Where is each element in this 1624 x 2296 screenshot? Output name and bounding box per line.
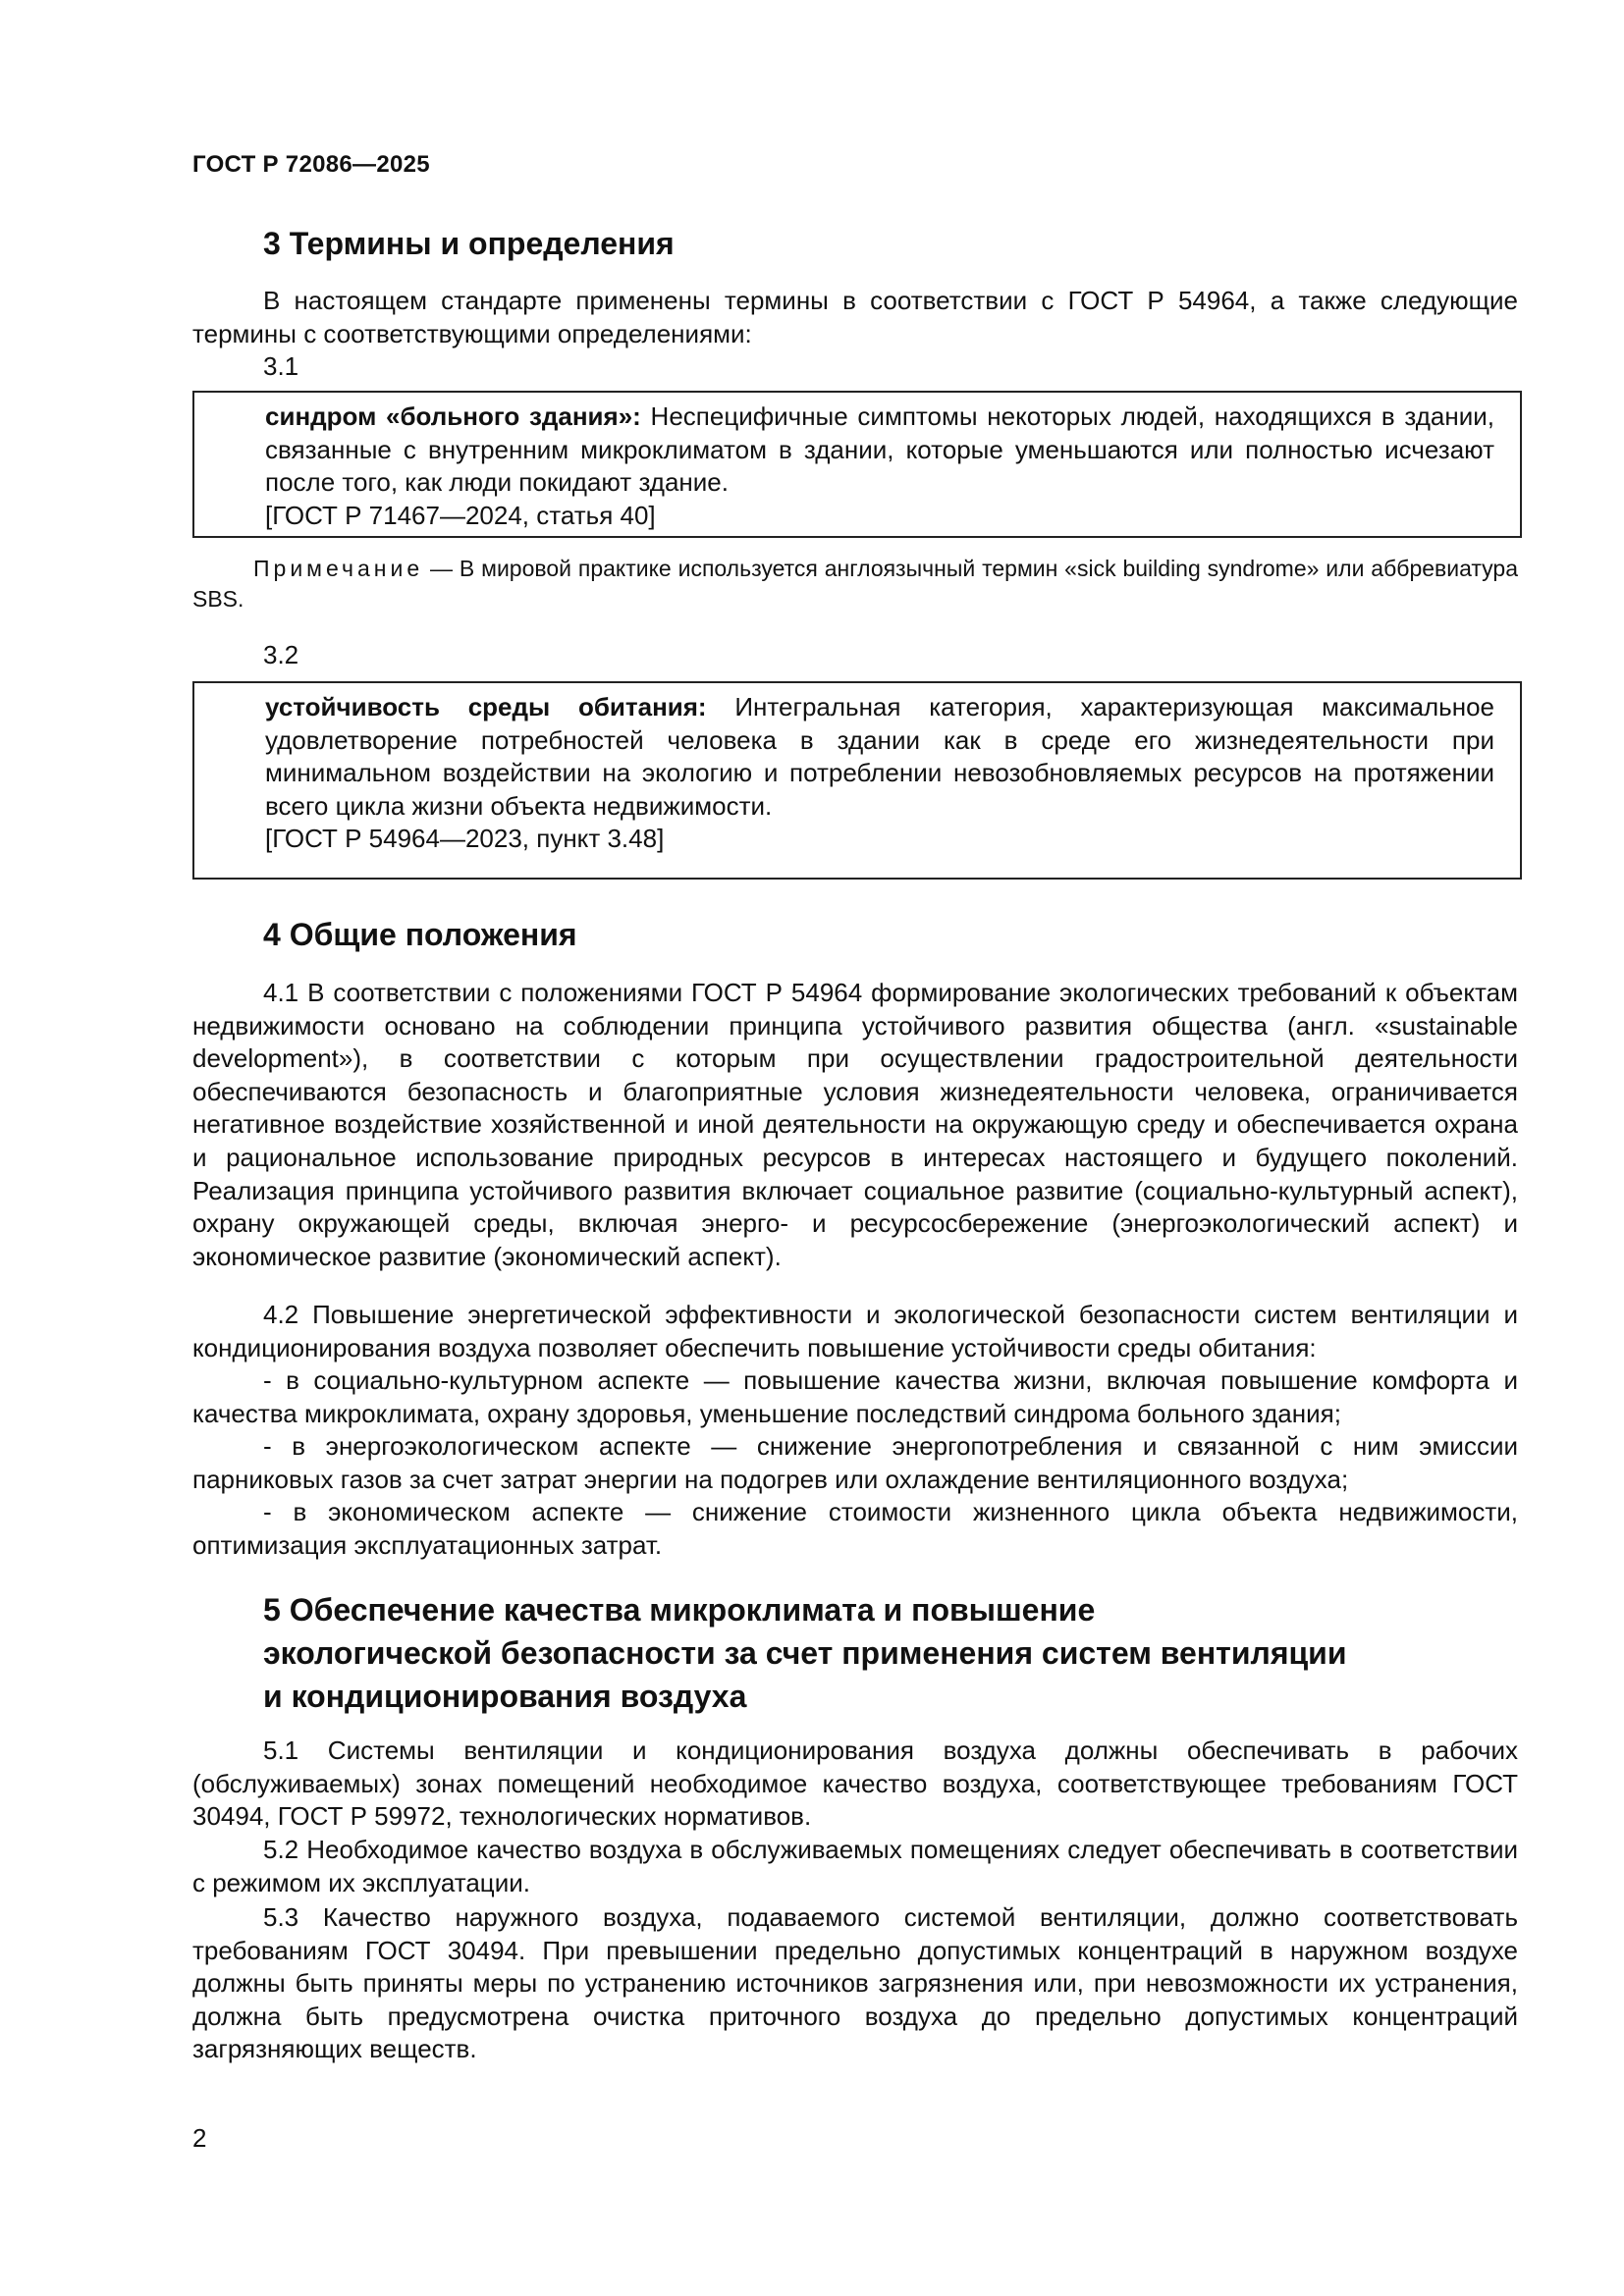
term-3-1-source: [ГОСТ Р 71467—2024, статья 40] xyxy=(265,500,656,530)
term-3-1-box xyxy=(192,391,1522,538)
paragraph-5-3: 5.3 Качество наружного воздуха, подаваемого системой вентиляции, должно соответствовать требованиям ГОСТ 30494. При превышении предельно допустимых концентраций в наружном воздухе должны быть приняты меры по устранению источников загрязнения или, при невозможности их устранения, должна быть предусмотрена очистка приточного воздуха до предельно допустимых концентраций загрязняющих веществ. xyxy=(192,1902,1518,2064)
paragraph-5-2: 5.2 Необходимое качество воздуха в обслуживаемых помещениях следует обеспечивать в соответствии с режимом их эксплуатации. xyxy=(192,1835,1518,1897)
bullet-social: - в социально-культурном аспекте — повышение качества жизни, включая повышение комфорта и качества микроклимата, охрану здоровья, уменьшение последствий синдрома больного здания; xyxy=(192,1365,1518,1428)
section-3-heading: 3 Термины и определения xyxy=(263,226,675,261)
page-number: 2 xyxy=(192,2123,207,2153)
term-3-2-source: [ГОСТ Р 54964—2023, пункт 3.48] xyxy=(265,824,665,854)
section-4-heading: 4 Общие положения xyxy=(263,917,577,952)
section-3-intro: В настоящем стандарте применены термины в соответствии с ГОСТ Р 54964, а также следующие термины с соответствующими определениями: xyxy=(192,286,1518,348)
term-3-1-number: 3.1 xyxy=(263,351,299,381)
document-header: ГОСТ Р 72086—2025 xyxy=(192,151,430,178)
term-3-2-box xyxy=(192,681,1522,880)
term-3-2-definition: Интегральная категория, характеризующая максимальное удовлетворение потребностей человека в здании как в среде его жизнедеятельности при минимальном воздействии на экологию и потреблении невозобновляемых ресурсов на протяжении всего цикла жизни объекта недвижимости. xyxy=(265,692,1494,821)
note-3-1 xyxy=(192,554,1518,614)
paragraph-5-1: 5.1 Системы вентиляции и кондиционирования воздуха должны обеспечивать в рабочих (обслуживаемых) зонах помещений необходимое качество воздуха, соответствующее требованиям ГОСТ 30494, ГОСТ Р 59972, технологических нормативов. xyxy=(192,1735,1518,1832)
note-label: Примечание xyxy=(253,556,424,581)
paragraph-4-1: 4.1 В соответствии с положениями ГОСТ Р 54964 формирование экологических требований к объектам недвижимости основано на соблюдении принципа устойчивого развития общества (англ. «sustainable development»), в соответствии с которым при осуществлении градостроительной деятельности обеспечиваются безопасность и благоприятные условия жизнедеятельности человека, ограничивается негативное воздействие хозяйственной и иной деятельности на окружающую среду и обеспечивается охрана и рациональное использование природных ресурсов в интересах настоящего и будущего поколений. Реализация принципа устойчивого развития включает социальное развитие (социально-культурный аспект), охрану окружающей среды, включая энерго- и ресурсосбережение (энергоэкологический аспект) и экономическое развитие (экономический аспект). xyxy=(192,978,1518,1271)
paragraph-4-2: 4.2 Повышение энергетической эффективности и экологической безопасности систем вентиляции и кондиционирования воздуха позволяет обеспечить повышение устойчивости среды обитания: xyxy=(192,1300,1518,1362)
term-3-1-term: синдром «больного здания»: xyxy=(265,401,641,431)
term-3-2-number: 3.2 xyxy=(263,640,299,669)
note-text: — В мировой практике используется англоязычный термин «sick building syndrome» или аббревиатура SBS. xyxy=(192,556,1518,612)
section-5-heading-line-2: экологической безопасности за счет применения систем вентиляции xyxy=(263,1635,1347,1671)
term-3-2-term: устойчивость среды обитания: xyxy=(265,692,707,721)
section-5-heading-line-1: 5 Обеспечение качества микроклимата и повышение xyxy=(263,1592,1096,1628)
section-5-heading-line-3: и кондиционирования воздуха xyxy=(263,1679,747,1714)
bullet-economic: - в экономическом аспекте — снижение стоимости жизненного цикла объекта недвижимости, оптимизация эксплуатационных затрат. xyxy=(192,1497,1518,1560)
term-3-1-definition: Неспецифичные симптомы некоторых людей, находящихся в здании, связанные с внутренним микроклиматом в здании, которые уменьшаются или полностью исчезают после того, как люди покидают здание. xyxy=(265,401,1495,498)
bullet-energy: - в энергоэкологическом аспекте — снижение энергопотребления и связанной с ним эмиссии парниковых газов за счет затрат энергии на подогрев или охлаждение вентиляционного воздуха; xyxy=(192,1431,1518,1494)
